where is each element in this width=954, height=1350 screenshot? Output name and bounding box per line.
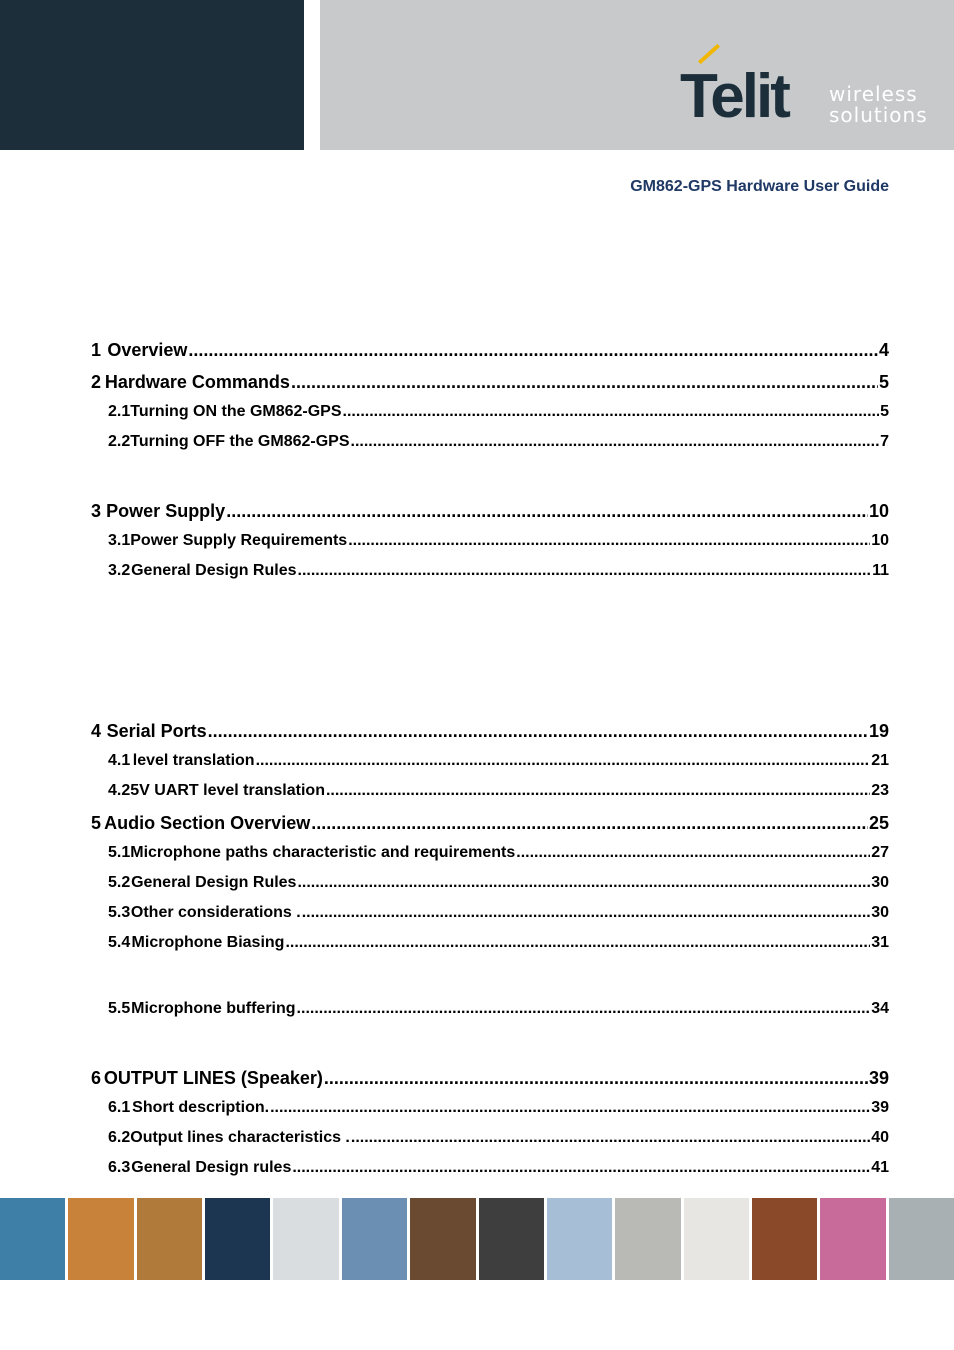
toc-entry-title: Audio Section Overview xyxy=(104,813,311,833)
toc-entry-page: 11 xyxy=(872,562,889,579)
toc-entry-page: 4 xyxy=(878,340,889,360)
toc-entry[interactable] xyxy=(91,752,889,770)
toc-leader-dots xyxy=(208,721,868,742)
toc-entry-number: 4 xyxy=(91,721,102,741)
toc-leader-dots xyxy=(324,1068,868,1089)
toc-entry-number: 6.3 xyxy=(108,1159,131,1176)
toc-entry[interactable] xyxy=(91,934,889,952)
toc-entry-page: 25 xyxy=(868,813,889,833)
cyclist-photo xyxy=(342,1198,407,1280)
toc-entry-title: Turning ON the GM862-GPS xyxy=(130,403,342,420)
toc-entry[interactable] xyxy=(91,874,889,892)
toc-entry-title: Power Supply Requirements xyxy=(130,532,348,549)
telit-logo xyxy=(676,46,936,136)
toc-entry-number: 3.1 xyxy=(108,532,131,549)
toc-entry[interactable] xyxy=(91,433,889,451)
toc-leader-dots xyxy=(188,340,878,361)
toc-entry-number: 5.2 xyxy=(108,874,131,891)
pink-bins-photo xyxy=(820,1198,885,1280)
toc-entry-page: 34 xyxy=(871,1000,889,1017)
toc-entry-page: 10 xyxy=(871,532,889,549)
toc-entry[interactable] xyxy=(91,813,889,834)
toc-entry-number: 5.5 xyxy=(108,1000,131,1017)
toc-leader-dots xyxy=(226,501,868,522)
header-dark-panel xyxy=(0,0,304,150)
toc-entry-page: 27 xyxy=(871,844,889,861)
toc-entry-title: Hardware Commands xyxy=(104,372,290,392)
toc-entry[interactable] xyxy=(91,1068,889,1089)
highway-photo xyxy=(0,1198,65,1280)
logo-tagline-line1: wireless xyxy=(829,82,918,106)
wind-turbines-photo xyxy=(547,1198,612,1280)
toc-entry-title: Power Supply xyxy=(106,501,226,521)
toc-entry-number: 2.1 xyxy=(108,403,131,420)
toc-entry-number: 2 xyxy=(91,372,102,392)
logo-wordmark: Telit xyxy=(680,62,788,131)
toc-leader-dots xyxy=(343,403,880,421)
toc-entry[interactable] xyxy=(91,372,889,393)
toc-entry[interactable] xyxy=(91,1129,889,1147)
toc-leader-dots xyxy=(351,433,880,451)
keyboard-photo xyxy=(273,1198,338,1280)
toc-entry-number: 5 xyxy=(91,813,102,833)
footer-photo-strip xyxy=(0,1198,954,1280)
toc-entry[interactable] xyxy=(91,562,889,580)
laser-lines-photo xyxy=(684,1198,749,1280)
logo-tagline xyxy=(829,84,928,126)
emergency-phone-photo xyxy=(68,1198,133,1280)
toc-entry-page: 7 xyxy=(880,433,889,450)
toc-entry-number: 6.1 xyxy=(108,1099,131,1116)
toc-leader-dots xyxy=(270,1099,870,1117)
toc-leader-dots xyxy=(298,562,872,580)
toc-entry[interactable] xyxy=(91,340,889,361)
card-terminal-photo xyxy=(410,1198,475,1280)
toc-entry-number: 5.1 xyxy=(108,844,131,861)
toc-entry-number: 6.2 xyxy=(108,1129,131,1146)
toc-entry-page: 21 xyxy=(871,752,889,769)
toc-entry-title: level translation xyxy=(132,752,255,769)
toc-entry-number: 6 xyxy=(91,1068,102,1088)
toc-entry[interactable] xyxy=(91,721,889,742)
toc-leader-dots xyxy=(311,813,868,834)
toc-entry-page: 19 xyxy=(868,721,889,741)
toc-leader-dots xyxy=(326,782,870,800)
toc-entry-title: Overview xyxy=(107,340,188,360)
toc-entry-number: 3 xyxy=(91,501,102,521)
toc-entry-page: 41 xyxy=(871,1159,889,1176)
toc-entry-page: 30 xyxy=(871,874,889,891)
toc-entry[interactable] xyxy=(91,403,889,421)
toc-entry-page: 39 xyxy=(871,1099,889,1116)
electric-meter-photo xyxy=(615,1198,680,1280)
toc-entry-title: General Design Rules xyxy=(131,874,297,891)
toc-leader-dots xyxy=(285,934,870,952)
toc-entry[interactable] xyxy=(91,501,889,522)
toc-entry-page: 39 xyxy=(868,1068,889,1088)
shipping-containers-photo xyxy=(137,1198,202,1280)
toc-entry-title: Serial Ports xyxy=(106,721,207,741)
toc-entry-title: Output lines characteristics . xyxy=(130,1129,350,1146)
toc-entry[interactable] xyxy=(91,844,889,862)
toc-leader-dots xyxy=(291,372,878,393)
toc-leader-dots xyxy=(302,904,870,922)
toc-entry-page: 23 xyxy=(871,782,889,799)
toc-leader-dots xyxy=(516,844,870,862)
motion-blur-photo xyxy=(752,1198,817,1280)
toc-entry-title: Short description. xyxy=(132,1099,270,1116)
toc-entry[interactable] xyxy=(91,904,889,922)
toc-entry-page: 10 xyxy=(868,501,889,521)
toc-leader-dots xyxy=(292,1159,870,1177)
toc-entry-number: 4.1 xyxy=(108,752,131,769)
toc-entry[interactable] xyxy=(91,1000,889,1018)
toc-entry-title: Microphone paths characteristic and requirements xyxy=(130,844,516,861)
toc-leader-dots xyxy=(348,532,870,550)
toc-entry[interactable] xyxy=(91,782,889,800)
security-camera-photo xyxy=(889,1198,954,1280)
logo-tagline-line2: solutions xyxy=(829,103,928,127)
toc-entry-title: General Design rules xyxy=(131,1159,292,1176)
toc-entry-page: 5 xyxy=(880,403,889,420)
toc-entry-title: General Design Rules xyxy=(131,562,297,579)
toc-entry-page: 5 xyxy=(878,372,889,392)
toc-entry-page: 40 xyxy=(871,1129,889,1146)
toc-entry-title: OUTPUT LINES (Speaker) xyxy=(103,1068,323,1088)
toc-entry-number: 3.2 xyxy=(108,562,131,579)
toc-entry-number: 2.2 xyxy=(108,433,131,450)
toc-leader-dots xyxy=(297,1000,871,1018)
document-title: GM862-GPS Hardware User Guide xyxy=(630,178,889,195)
toc-entry-number: 5.3 xyxy=(108,904,131,921)
toc-entry-title: Microphone Biasing xyxy=(131,934,285,951)
toc-entry-title: Microphone buffering xyxy=(131,1000,296,1017)
toc-entry-number: 4.2 xyxy=(108,782,131,799)
toc-entry-number: 5.4 xyxy=(108,934,131,951)
toc-entry[interactable] xyxy=(91,1099,889,1117)
toc-entry[interactable] xyxy=(91,532,889,550)
vending-machine-photo xyxy=(479,1198,544,1280)
toc-leader-dots xyxy=(256,752,871,770)
toc-entry-title: 5V UART level translation xyxy=(130,782,325,799)
toc-entry-number: 1 xyxy=(91,340,102,360)
toc-entry-title: Turning OFF the GM862-GPS xyxy=(130,433,350,450)
toc-entry-page: 31 xyxy=(871,934,889,951)
led-display-photo xyxy=(205,1198,270,1280)
toc-leader-dots xyxy=(297,874,870,892)
toc-entry[interactable] xyxy=(91,1159,889,1177)
toc-leader-dots xyxy=(351,1129,870,1147)
toc-entry-page: 30 xyxy=(871,904,889,921)
toc-entry-title: Other considerations . xyxy=(130,904,301,921)
